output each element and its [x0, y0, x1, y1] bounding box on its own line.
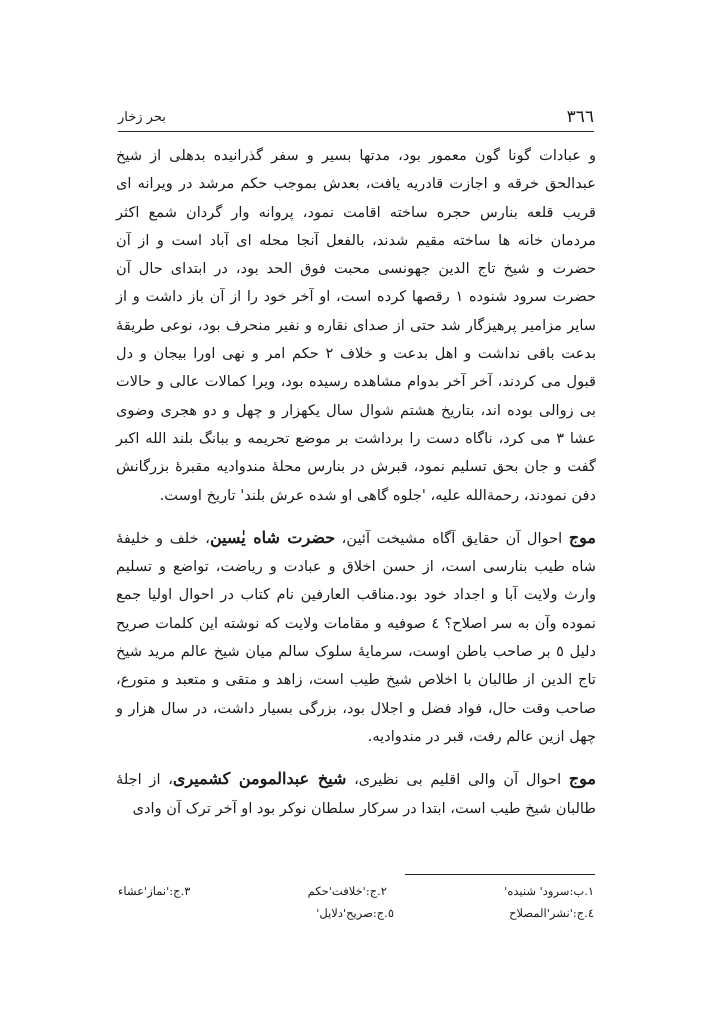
main-text: [116, 142, 596, 823]
paragraph-2-lead: احوال آن حقایق آگاه مشیخت آئین،: [335, 529, 569, 547]
paragraph-3-lead: احوال آن والی اقلیم بی نظیری،: [346, 771, 569, 789]
paragraph-2: [116, 524, 596, 751]
running-title: بحر زخار: [118, 109, 166, 125]
footnote-3: ٣.ج:'نماز'عشاء: [118, 884, 191, 898]
section-keyword: موج: [568, 527, 596, 547]
footnote-row: [118, 880, 594, 902]
footnotes: [118, 880, 594, 924]
person-name-shah-yasin: حضرت شاه یٰسین: [209, 527, 336, 547]
person-name-abdul-momin: شیخ عبدالمومن کشمیری: [172, 769, 347, 789]
footnote-4: ٤.ج:'نشر'المصلاح: [509, 906, 594, 920]
header-rule: [118, 131, 594, 132]
footnote-1: ١.ب:سرود' شنیده': [504, 884, 594, 898]
paragraph-1-text: و عبادات گونا گون معمور بود، مدتها بسیر و سفر گذرانیده بدهلی از شیخ عبدالحق خرقه و اجازت قادریه یافت، بعدش بموجب حکم مرشد در ویرانه ای قریب قلعه بنارس حجره ساخته اقامت نمود، پروانه وار گردان شمع اکثر مردمان خانه ها ساخته مقیم شدند، بالفعل آنجا محله ای آباد است و از آن حضرت و شیخ تاج الدین جهونسی محبت فوق الحد بود، در ابتدای حال آن حضرت سرود شنوده ١ رقصها کرده است، او آخر خود را از آن باز داشت و از سایر مزامیر پرهیزگار شد حتی از صدای نقاره و نفیر منحرف بود، نوعی طریقهٔ بدعت باقی نداشت و اهل بدعت و خلاف ٢ حکم امر و نهی اورا بیجان و دل قبول می کردند، آخر آخر بدوام مشاهده رسیده بود، ویرا کمالات عالی و حالات بی زوالی بوده اند، بتاریخ هشتم شوال سال یکهزار و چهل و دو هجری وضوی عشا ٣ می کرد، ناگاه دست را برداشت بر موضع تحریمه و ببانگ بلند الله اکبر گفت و جان بحق تسلیم نمود، قبرش در بنارس محلهٔ مندوادیه مقبرهٔ بزرگانش دفن نمودند، رحمةالله علیه، 'جلوه گاهی او شده عرش بلند' تاریخ اوست.: [116, 147, 597, 504]
running-header: [118, 104, 594, 130]
footnote-row: [118, 902, 594, 924]
footnote-5: ٥.ج:صریح'دلایل': [316, 906, 394, 920]
footnote-2: ٢.ج:'خلافت'حکم: [307, 884, 387, 898]
section-keyword: موج: [568, 769, 596, 789]
paragraph-2-text: ، خلف و خلیفهٔ شاه طیب بنارسی است، از حسن اخلاق و عبادت و ریاضت، تواضع و تسلیم وارث ولایت آبا و اجداد خود بود.مناقب العارفین نام کتاب در احوال اولیا جمع نموده وآن به سر اصلاح؟ ٤ صوفیه و مقامات ولایت که نوشته این کلمات صریح دلیل ٥ بر صاحب باطن اوست، سرمایهٔ سلوک سالم میان شیخ عالم مرید شیخ تاج الدین از طالبان با اخلاص شیخ طیب است، زاهد و متقی و متعبد و متورع، صاحب وقت حال، فواد فضل و اجلال بود، بزرگی بسیار داشت، در سال هزار و چهل ازین عالم رفت، قبر در مندوادیه.: [116, 529, 596, 745]
paragraph-3: [116, 765, 596, 823]
footnote-rule: [405, 874, 595, 875]
paragraph-3-text: ، از اجلهٔ طالبان شیخ طیب است، ابتدا در سرکار سلطان نوکر بود او آخر ترک آن وادی: [116, 771, 596, 817]
page-number: ٣٦٦: [566, 107, 594, 127]
paragraph-1: [116, 142, 596, 510]
